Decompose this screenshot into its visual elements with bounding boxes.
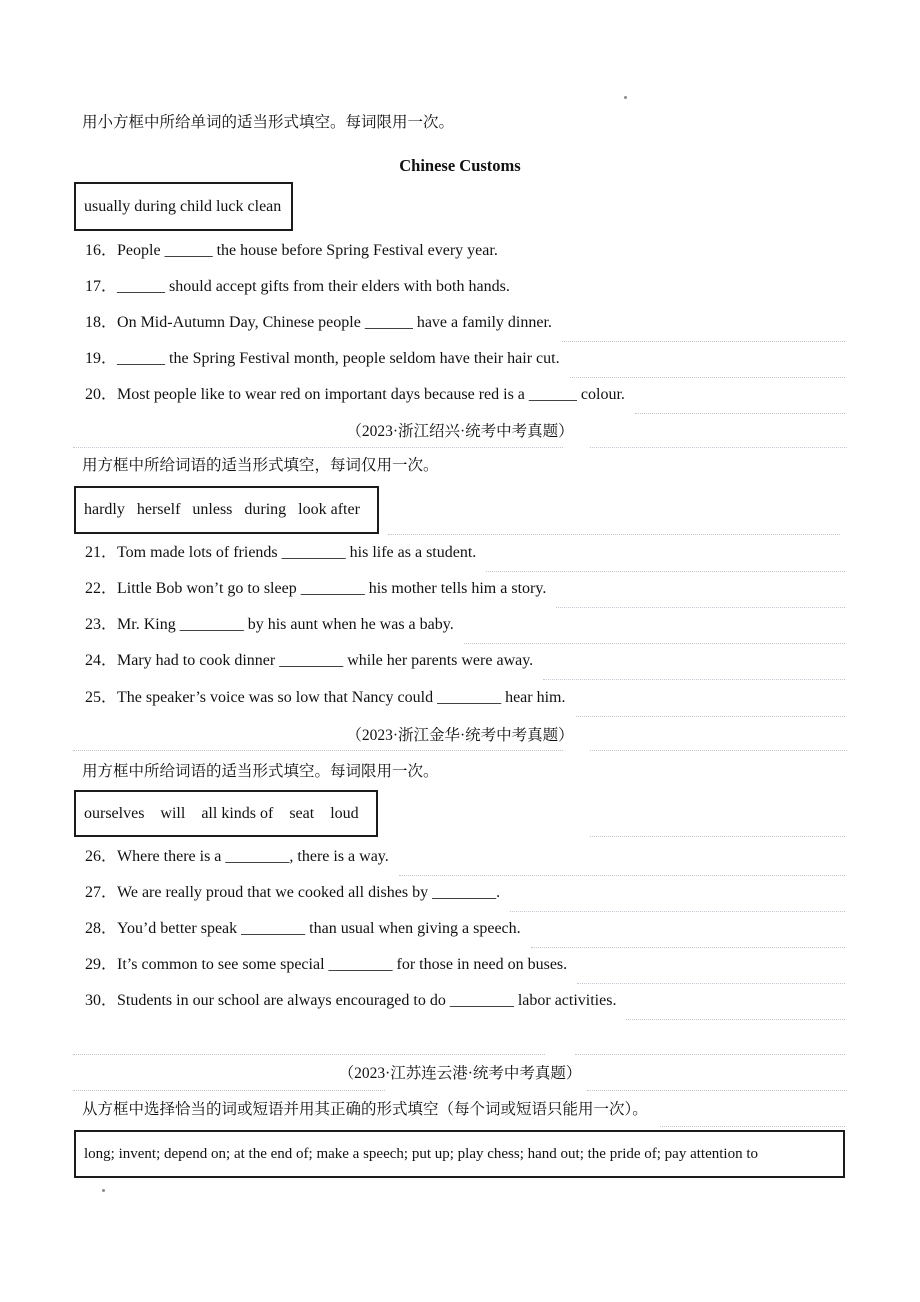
scan-speck — [624, 96, 627, 99]
gridline-rule — [531, 918, 845, 948]
item-20-text: Most people like to wear red on important days because red is a ______ colour. — [117, 386, 625, 403]
item-19 — [85, 348, 845, 378]
exercise4-instruction: 从方框中选择恰当的词或短语并用其正确的形式填空（每个词或短语只能用一次）。 — [82, 1101, 648, 1118]
item-20 — [85, 384, 845, 414]
item-24 — [85, 650, 845, 680]
gridline-rule — [486, 542, 845, 572]
gridline-rule — [73, 1054, 545, 1055]
item-21-number: 21． — [85, 544, 118, 561]
item-27-text: We are really proud that we cooked all dishes by ________. — [117, 884, 501, 901]
item-24-number: 24． — [85, 652, 118, 669]
exercise2-word-box: hardly herself unless during look after — [74, 486, 379, 534]
gridline-rule — [73, 447, 563, 448]
gridline-rule — [510, 882, 845, 912]
exercise3-instruction: 用方框中所给词语的适当形式填空。每词限用一次。 — [82, 763, 439, 780]
item-22-number: 22． — [85, 580, 118, 597]
item-28 — [85, 918, 845, 948]
exercise4-word-box: long; invent; depend on; at the end of; make a speech; put up; play chess; hand out; the pride of; pay attention to — [74, 1130, 845, 1178]
gridline-rule — [590, 750, 847, 751]
item-28-text: You’d better speak ________ than usual when giving a speech. — [117, 920, 521, 937]
item-20-number: 20． — [85, 386, 118, 403]
item-23-text: Mr. King ________ by his aunt when he was a baby. — [117, 616, 454, 633]
gridline-rule — [626, 990, 845, 1020]
gridline-rule — [590, 447, 847, 448]
gridline-rule — [576, 687, 846, 717]
scan-speck — [102, 1189, 105, 1192]
exercise4-instruction-row — [82, 1099, 845, 1127]
item-25 — [85, 687, 845, 717]
citation-lianyungang: （2023·江苏连云港·统考中考真题） — [338, 1065, 582, 1082]
exercise2-instruction: 用方框中所给词语的适当形式填空，每词仅用一次。 — [82, 457, 439, 474]
item-18-number: 18． — [85, 314, 118, 331]
item-19-text: ______ the Spring Festival month, people seldom have their hair cut. — [117, 350, 560, 367]
gridline-rule — [543, 650, 845, 680]
gridline-rule — [570, 348, 845, 378]
gridline-rule — [464, 614, 845, 644]
item-18-text: On Mid-Autumn Day, Chinese people ______ have a family dinner. — [117, 314, 552, 331]
exercise3-word-box: ourselves will all kinds of seat loud — [74, 790, 378, 837]
gridline-rule — [577, 954, 845, 984]
gridline-rule — [590, 836, 845, 837]
item-24-text: Mary had to cook dinner ________ while her parents were away. — [117, 652, 534, 669]
item-16 — [85, 240, 845, 262]
citation-shaoxing: （2023·浙江绍兴·统考中考真题） — [346, 423, 574, 440]
item-19-number: 19． — [85, 350, 118, 367]
item-21 — [85, 542, 845, 572]
item-27-number: 27． — [85, 884, 118, 901]
item-23-number: 23． — [85, 616, 118, 633]
item-29-text: It’s common to see some special ________ for those in need on buses. — [117, 956, 568, 973]
citation-jinhua: （2023·浙江金华·统考中考真题） — [346, 727, 574, 744]
item-29-number: 29． — [85, 956, 118, 973]
item-17-text: ______ should accept gifts from their elders with both hands. — [117, 278, 510, 295]
item-18 — [85, 312, 845, 342]
gridline-rule — [660, 1099, 845, 1127]
gridline-rule — [562, 312, 845, 342]
item-30 — [85, 990, 845, 1020]
gridline-rule — [73, 1090, 385, 1091]
item-25-number: 25． — [85, 689, 118, 706]
exercise1-title: Chinese Customs — [399, 156, 521, 175]
item-26 — [85, 846, 845, 876]
item-16-text: People ______ the house before Spring Festival every year. — [117, 242, 498, 259]
item-25-text: The speaker’s voice was so low that Nancy could ________ hear him. — [117, 689, 566, 706]
gridline-rule — [575, 1054, 845, 1055]
item-26-text: Where there is a ________, there is a way. — [117, 848, 389, 865]
item-27 — [85, 882, 845, 912]
item-30-number: 30． — [85, 992, 118, 1009]
item-17-number: 17． — [85, 278, 118, 295]
gridline-rule — [388, 534, 840, 535]
gridline-rule — [399, 846, 845, 876]
exercise1-word-box: usually during child luck clean — [74, 182, 293, 231]
item-16-number: 16． — [85, 242, 118, 259]
item-30-text: Students in our school are always encouraged to do ________ labor activities. — [117, 992, 617, 1009]
item-21-text: Tom made lots of friends ________ his life as a student. — [117, 544, 477, 561]
item-26-number: 26． — [85, 848, 118, 865]
item-22 — [85, 578, 845, 608]
item-23 — [85, 614, 845, 644]
gridline-rule — [73, 750, 563, 751]
exercise1-instruction: 用小方框中所给单词的适当形式填空。每词限用一次。 — [82, 114, 455, 131]
gridline-rule — [556, 578, 845, 608]
item-28-number: 28． — [85, 920, 118, 937]
gridline-rule — [635, 384, 845, 414]
item-29 — [85, 954, 845, 984]
item-17 — [85, 276, 845, 298]
gridline-rule — [587, 1090, 847, 1091]
item-22-text: Little Bob won’t go to sleep ________ his mother tells him a story. — [117, 580, 547, 597]
